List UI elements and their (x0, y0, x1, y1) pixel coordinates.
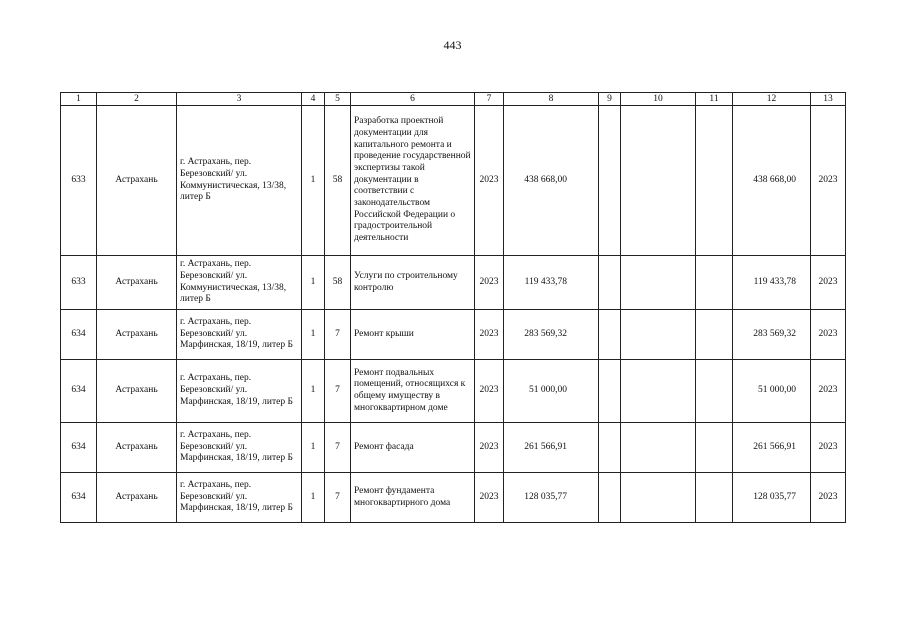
year: 2023 (475, 423, 504, 473)
address: г. Астрахань, пер. Березовский/ ул. Марфинская, 18/19, литер Б (177, 423, 302, 473)
column-header: 10 (621, 93, 696, 106)
fund-cost: 261 566,91 (733, 423, 811, 473)
col-9-value (599, 360, 621, 423)
column-header: 8 (504, 93, 599, 106)
column-header: 6 (351, 93, 475, 106)
year: 2023 (475, 473, 504, 523)
completion-year: 2023 (811, 106, 846, 256)
col-4-value: 1 (302, 256, 325, 310)
municipality: Астрахань (97, 423, 177, 473)
column-number-row (61, 93, 846, 106)
object-number: 634 (61, 473, 97, 523)
table-row (61, 310, 846, 360)
work-type: Ремонт крыши (351, 310, 475, 360)
table-row (61, 256, 846, 310)
work-type: Ремонт фасада (351, 423, 475, 473)
fund-cost: 128 035,77 (733, 473, 811, 523)
col-5-value: 7 (325, 473, 351, 523)
work-type: Разработка проектной документации для капитального ремонта и проведение государственной экспертизы такой документации в соответствии с законодательством Российской Федерации о градостроительной деятельности (351, 106, 475, 256)
col-5-value: 58 (325, 256, 351, 310)
col-5-value: 58 (325, 106, 351, 256)
column-header: 9 (599, 93, 621, 106)
col-5-value: 7 (325, 423, 351, 473)
col-4-value: 1 (302, 473, 325, 523)
column-header: 11 (696, 93, 733, 106)
work-type: Ремонт фундамента многоквартирного дома (351, 473, 475, 523)
col-11-value (696, 473, 733, 523)
address: г. Астрахань, пер. Березовский/ ул. Марфинская, 18/19, литер Б (177, 473, 302, 523)
col-10-value (621, 423, 696, 473)
column-header: 5 (325, 93, 351, 106)
column-header: 13 (811, 93, 846, 106)
completion-year: 2023 (811, 310, 846, 360)
year: 2023 (475, 310, 504, 360)
total-cost: 51 000,00 (504, 360, 599, 423)
municipality: Астрахань (97, 473, 177, 523)
total-cost: 283 569,32 (504, 310, 599, 360)
col-10-value (621, 256, 696, 310)
column-header: 2 (97, 93, 177, 106)
object-number: 634 (61, 310, 97, 360)
col-11-value (696, 423, 733, 473)
col-10-value (621, 310, 696, 360)
object-number: 633 (61, 256, 97, 310)
col-11-value (696, 106, 733, 256)
col-9-value (599, 473, 621, 523)
col-9-value (599, 310, 621, 360)
object-number: 634 (61, 360, 97, 423)
table-row (61, 106, 846, 256)
col-10-value (621, 106, 696, 256)
year: 2023 (475, 106, 504, 256)
col-11-value (696, 310, 733, 360)
completion-year: 2023 (811, 360, 846, 423)
fund-cost: 283 569,32 (733, 310, 811, 360)
address: г. Астрахань, пер. Березовский/ ул. Коммунистическая, 13/38, литер Б (177, 106, 302, 256)
fund-cost: 51 000,00 (733, 360, 811, 423)
municipality: Астрахань (97, 256, 177, 310)
work-type: Услуги по строительному контролю (351, 256, 475, 310)
col-4-value: 1 (302, 360, 325, 423)
col-9-value (599, 106, 621, 256)
object-number: 634 (61, 423, 97, 473)
column-header: 1 (61, 93, 97, 106)
col-11-value (696, 360, 733, 423)
page-number: 443 (443, 38, 462, 52)
work-type: Ремонт подвальных помещений, относящихся к общему имуществу в многоквартирном доме (351, 360, 475, 423)
col-5-value: 7 (325, 310, 351, 360)
col-4-value: 1 (302, 310, 325, 360)
fund-cost: 119 433,78 (733, 256, 811, 310)
municipality: Астрахань (97, 360, 177, 423)
col-10-value (621, 360, 696, 423)
column-header: 7 (475, 93, 504, 106)
table-row (61, 360, 846, 423)
repair-program-table (60, 92, 846, 523)
col-4-value: 1 (302, 106, 325, 256)
col-4-value: 1 (302, 423, 325, 473)
table-row (61, 473, 846, 523)
address: г. Астрахань, пер. Березовский/ ул. Марфинская, 18/19, литер Б (177, 360, 302, 423)
year: 2023 (475, 360, 504, 423)
municipality: Астрахань (97, 106, 177, 256)
column-header: 12 (733, 93, 811, 106)
object-number: 633 (61, 106, 97, 256)
completion-year: 2023 (811, 473, 846, 523)
col-9-value (599, 423, 621, 473)
col-5-value: 7 (325, 360, 351, 423)
municipality: Астрахань (97, 310, 177, 360)
completion-year: 2023 (811, 256, 846, 310)
total-cost: 128 035,77 (504, 473, 599, 523)
completion-year: 2023 (811, 423, 846, 473)
address: г. Астрахань, пер. Березовский/ ул. Коммунистическая, 13/38, литер Б (177, 256, 302, 310)
col-9-value (599, 256, 621, 310)
col-10-value (621, 473, 696, 523)
total-cost: 261 566,91 (504, 423, 599, 473)
fund-cost: 438 668,00 (733, 106, 811, 256)
year: 2023 (475, 256, 504, 310)
column-header: 3 (177, 93, 302, 106)
col-11-value (696, 256, 733, 310)
total-cost: 438 668,00 (504, 106, 599, 256)
address: г. Астрахань, пер. Березовский/ ул. Марфинская, 18/19, литер Б (177, 310, 302, 360)
total-cost: 119 433,78 (504, 256, 599, 310)
table-row (61, 423, 846, 473)
column-header: 4 (302, 93, 325, 106)
